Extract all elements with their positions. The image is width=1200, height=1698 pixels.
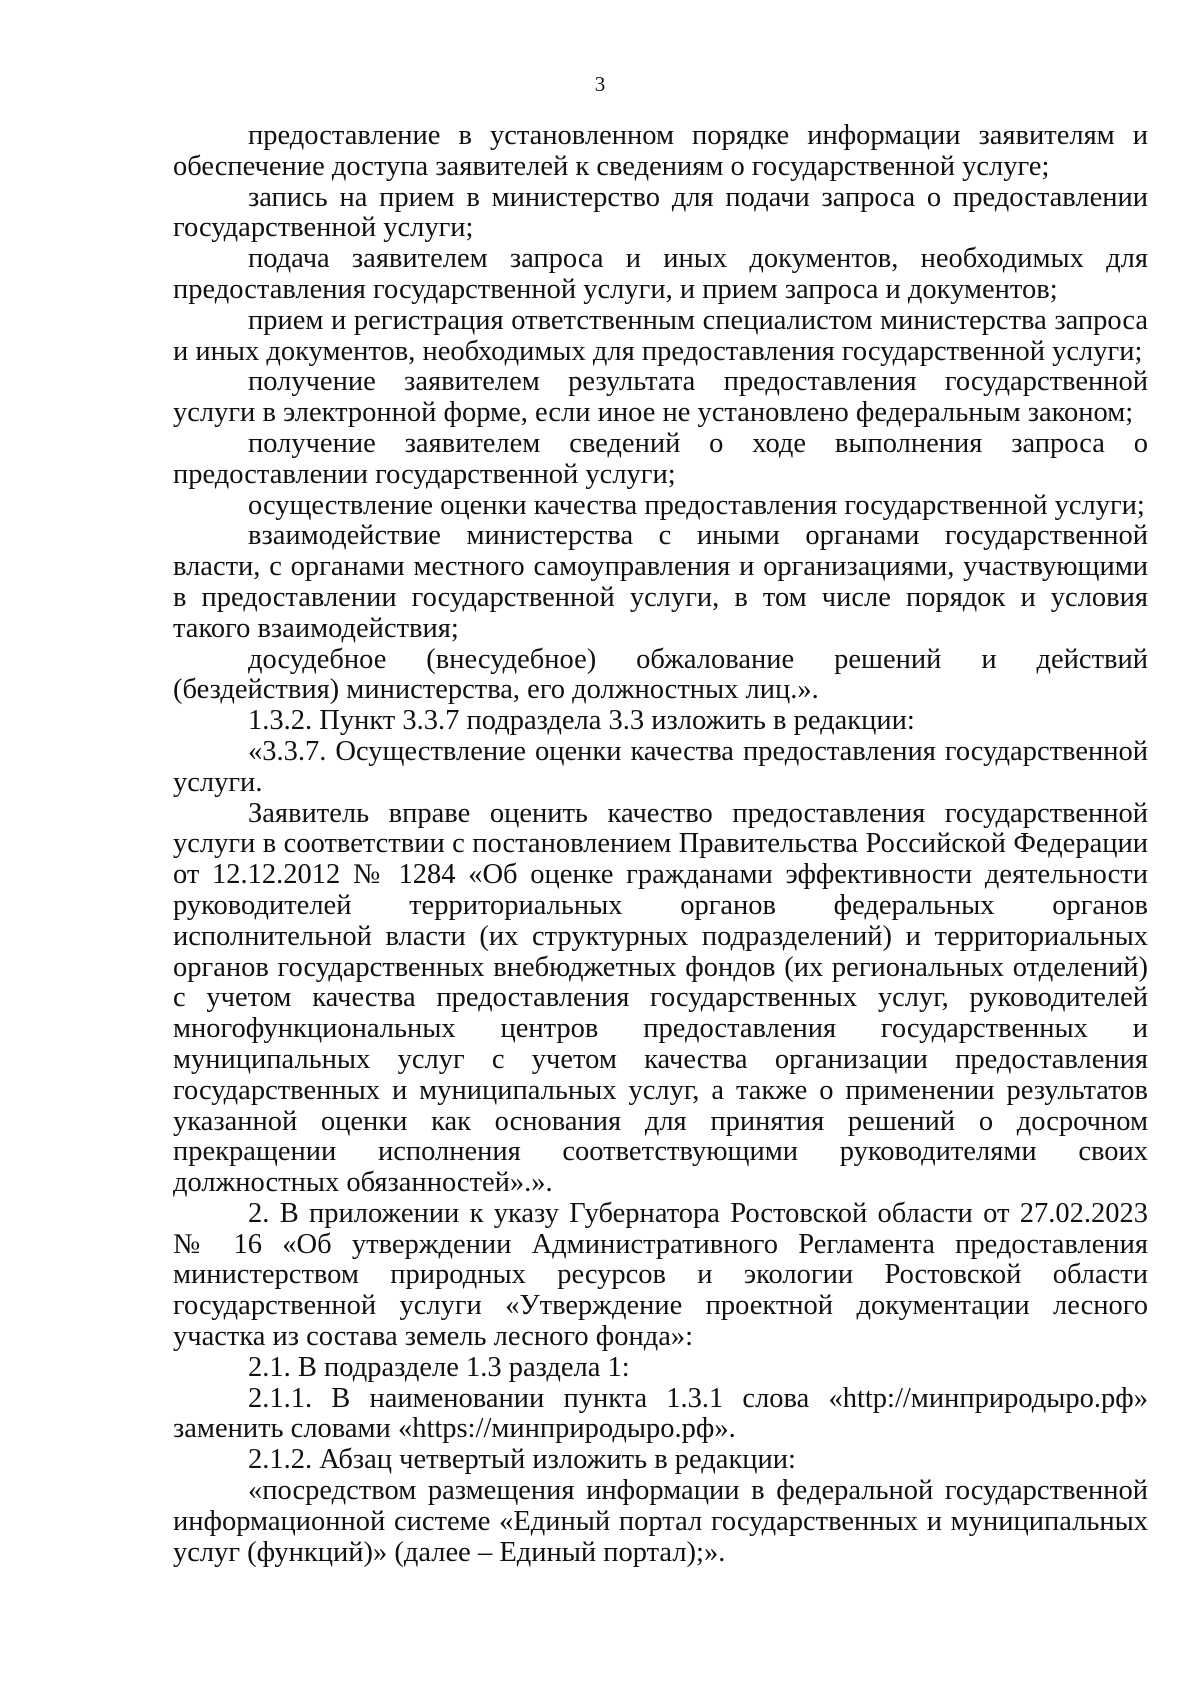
document-body: [173, 121, 1148, 1568]
paragraph: взаимодействие министерства с иными органами государственной власти, с органами местного самоуправления и организациями, участвующими в предоставлении государственной услуги, в том числе порядок и условия такого взаимодействия;: [173, 520, 1148, 644]
paragraph: 2.1. В подразделе 1.3 раздела 1:: [248, 1351, 630, 1383]
paragraph: подача заявителем запроса и иных документов, необходимых для предоставления государственной услуги, и прием запроса и документов;: [173, 243, 1148, 305]
paragraph: получение заявителем результата предоставления государственной услуги в электронной форме, если иное не установлено федеральным законом;: [173, 366, 1148, 429]
page-number: 3: [594, 72, 606, 96]
paragraph: 2. В приложении к указу Губернатора Ростовской области от 27.02.2023 № 16 «Об утверждении Административного Регламента предоставления министерством природных ресурсов и экологии Ростовской области государственной услуги «Утверждение проектной документации лесного участка из состава земель лесного фонда»:: [173, 1197, 1148, 1353]
paragraph: прием и регистрация ответственным специалистом министерства запроса и иных документов, необходимых для предоставления государственной услуги;: [173, 304, 1148, 367]
paragraph: предоставление в установленном порядке информации заявителям и обеспечение доступа заявителей к сведениям о государственной услуге;: [173, 120, 1148, 182]
paragraph: Заявитель вправе оценить качество предоставления государственной услуги в соответствии с постановлением Правительства Российской Федерации от 12.12.2012 № 1284 «Об оценке гражданами эффективности деятельности руководителей территориальных органов федеральных органов исполнительной власти (их структурных подразделений) и территориальных органов государственных внебюджетных фондов (их региональных отделений) с учетом качества предоставления государственных услуг, руководителей многофункциональных центров предоставления государственных и муниципальных услуг с учетом качества организации предоставления государственных и муниципальных услуг, а также о применении результатов указанной оценки как основания для принятия решений о досрочном прекращении исполнения соответствующими руководителями своих должностных обязанностей».».: [173, 797, 1148, 1199]
paragraph: досудебное (внесудебное) обжалование решений и действий (бездействия) министерства, его должностных лиц.».: [173, 643, 1148, 706]
paragraph: запись на прием в министерство для подачи запроса о предоставлении государственной услуги;: [173, 181, 1148, 244]
paragraph: 2.1.1. В наименовании пункта 1.3.1 слова «http://минприродыро.рф» заменить словами «https://минприродыро.рф».: [173, 1382, 1148, 1445]
paragraph: 2.1.2. Абзац четвертый изложить в редакции:: [248, 1444, 796, 1476]
paragraph: 1.3.2. Пункт 3.3.7 подраздела 3.3 изложить в редакции:: [248, 705, 915, 737]
paragraph: «3.3.7. Осуществление оценки качества предоставления государственной услуги.: [173, 735, 1148, 798]
paragraph: осуществление оценки качества предоставления государственной услуги;: [248, 489, 1145, 521]
paragraph: получение заявителем сведений о ходе выполнения запроса о предоставлении государственной услуги;: [173, 427, 1148, 490]
paragraph: «посредством размещения информации в федеральной государственной информационной системе «Единый портал государственных и муниципальных услуг (функций)» (далее – Единый портал);».: [173, 1475, 1148, 1568]
